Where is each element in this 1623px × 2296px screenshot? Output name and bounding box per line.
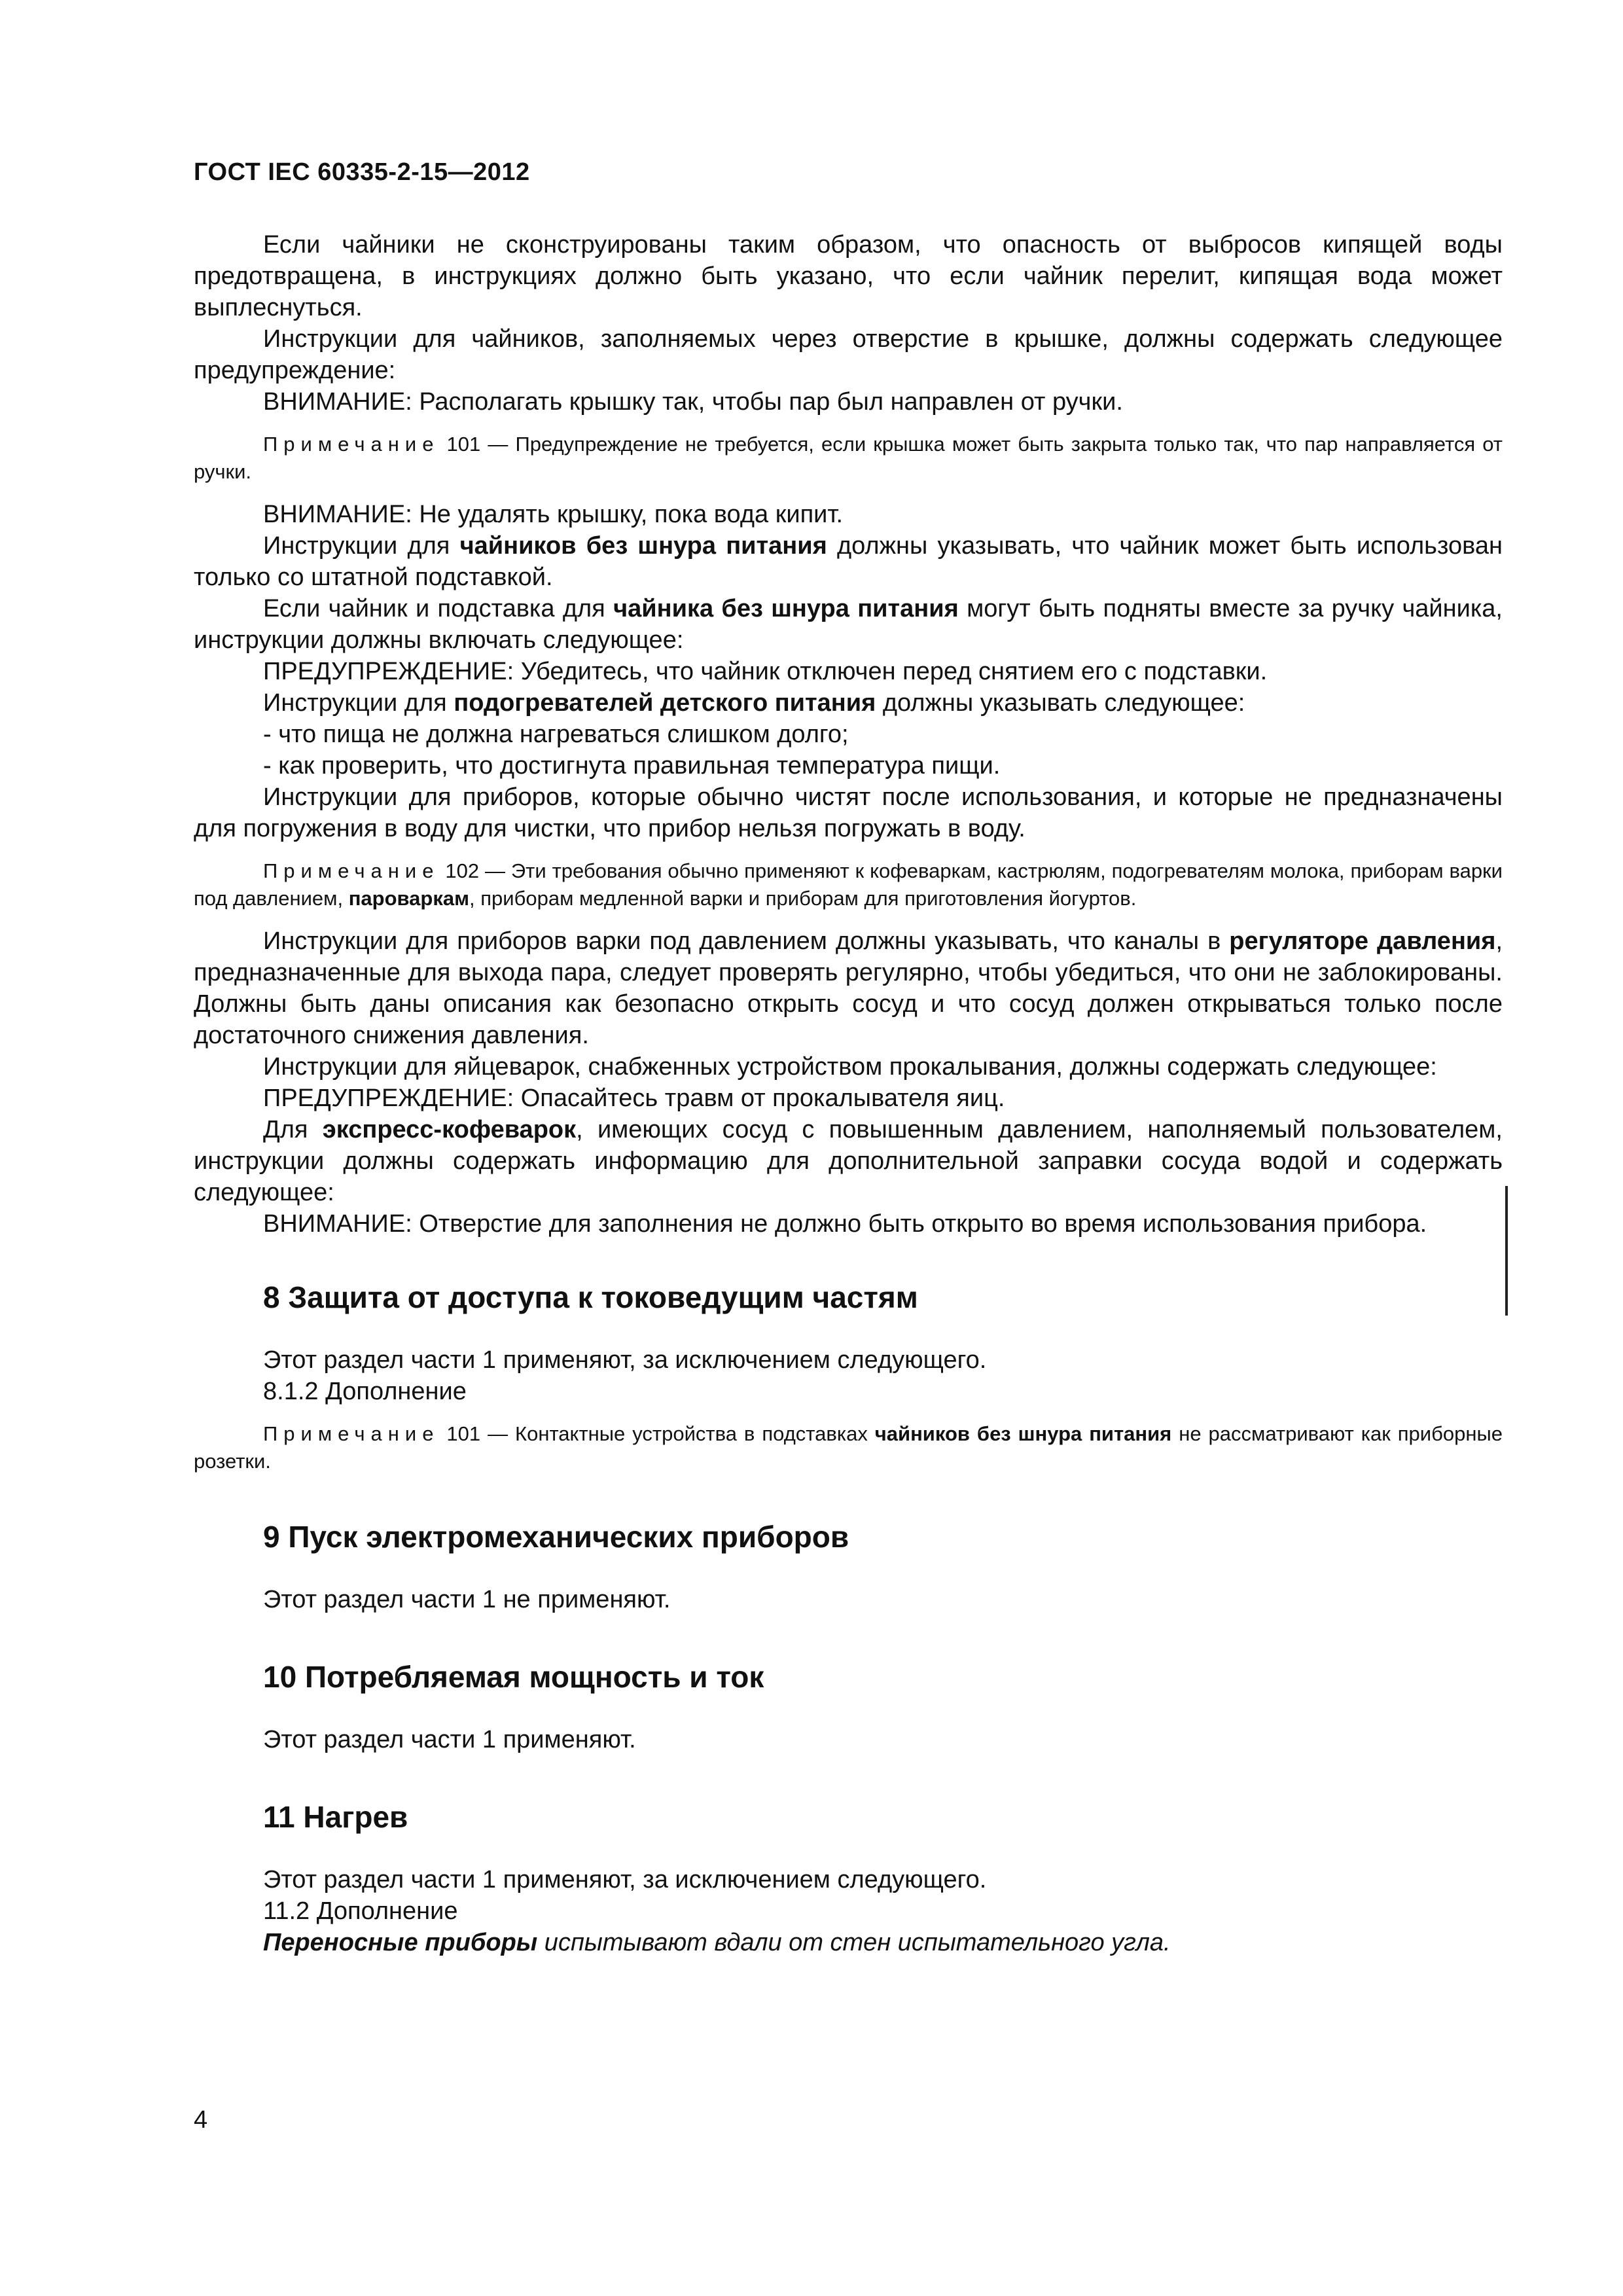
- warning-text: ВНИМАНИЕ: Не удалять крышку, пока вода кипит.: [263, 501, 844, 528]
- warning-text: ПРЕДУПРЕЖДЕНИЕ: Убедитесь, что чайник отключен перед снятием его с подставки.: [263, 658, 1268, 685]
- section-8-heading: 8 Защита от доступа к токоведущим частям: [263, 1280, 918, 1314]
- paragraph: Инструкции для чайников, заполняемых через отверстие в крышке, должны содержать следующее предупреждение:: [194, 325, 1503, 384]
- defined-term: подогревателей детского питания: [454, 689, 876, 717]
- note-101: Примечание 101 — Предупреждение не требуется, если крышка может быть закрыта только так, что пар направляется от ручки.: [194, 433, 1503, 483]
- section-11-heading: 11 Нагрев: [263, 1800, 408, 1834]
- defined-term: чайников без шнура питания: [459, 532, 827, 560]
- section-9-text: Этот раздел части 1 не применяют.: [263, 1586, 671, 1613]
- paragraph: Инструкции для приборов варки под давлением должны указывать, что каналы в регуляторе давления, предназначенные для выхода пара, следует проверять регулярно, чтобы убедиться, что они не заблокированы. Должны быть даны описания как безопасно открыть сосуд и что сосуд должен открываться только после достаточного снижения давления.: [194, 927, 1503, 1049]
- section-10-text: Этот раздел части 1 применяют.: [263, 1726, 636, 1753]
- clause-11-2: 11.2 Дополнение: [263, 1897, 458, 1925]
- section-10-heading: 10 Потребляемая мощность и ток: [263, 1660, 764, 1694]
- note-label: Примечание: [263, 1422, 440, 1445]
- paragraph: Инструкции для чайников без шнура питания должны указывать, что чайник может быть использован только со штатной подставкой.: [194, 532, 1503, 591]
- warning-text: ПРЕДУПРЕЖДЕНИЕ: Опасайтесь травм от прокалывателя яиц.: [263, 1085, 1005, 1112]
- paragraph: Если чайники не сконструированы таким образом, что опасность от выбросов кипящей воды предотвращена, в инструкциях должно быть указано, что если чайник перелит, кипящая вода может выплеснуться.: [194, 231, 1503, 321]
- final-paragraph: Переносные приборы испытывают вдали от стен испытательного угла.: [263, 1929, 1171, 1956]
- defined-term: чайника без шнура питания: [613, 595, 959, 622]
- defined-term: регуляторе давления: [1229, 927, 1496, 955]
- warning-text: ВНИМАНИЕ: Отверстие для заполнения не должно быть открыто во время использования прибора.: [263, 1210, 1427, 1238]
- clause-8-1-2: 8.1.2 Дополнение: [263, 1378, 467, 1405]
- standard-header: ГОСТ IEC 60335-2-15—2012: [194, 158, 530, 186]
- note-101-section-8: Примечание 101 — Контактные устройства в подставках чайников без шнура питания не рассматривают как приборные розетки.: [194, 1422, 1503, 1473]
- note-label: Примечание: [263, 859, 440, 882]
- note-102: Примечание 102 — Эти требования обычно применяют к кофеваркам, кастрюлям, подогревателям молока, приборам варки под давлением, пароваркам, приборам медленной варки и приборам для приготовления йогуртов.: [194, 859, 1503, 910]
- paragraph: Инструкции для приборов, которые обычно чистят после использования, и которые не предназначены для погружения в воду для чистки, что прибор нельзя погружать в воду.: [194, 783, 1503, 842]
- paragraph: Инструкции для яйцеварок, снабженных устройством прокалывания, должны содержать следующее:: [263, 1053, 1437, 1081]
- defined-term: экспресс-кофеварок: [322, 1116, 577, 1143]
- page-content: [194, 229, 1503, 1958]
- change-bar: [1505, 1186, 1508, 1316]
- section-9-heading: 9 Пуск электромеханических приборов: [263, 1520, 849, 1554]
- defined-term: чайников без шнура питания: [874, 1422, 1172, 1445]
- list-item: - что пища не должна нагреваться слишком долго;: [263, 721, 849, 748]
- list-item: - как проверить, что достигнута правильная температура пищи.: [263, 752, 1001, 780]
- section-8-text: Этот раздел части 1 применяют, за исключением следующего.: [263, 1346, 987, 1374]
- paragraph: Для экспресс-кофеварок, имеющих сосуд с повышенным давлением, наполняемый пользователем, инструкции должны содержать информацию для дополнительной заправки сосуда водой и содержать следующее:: [194, 1116, 1503, 1206]
- paragraph: Если чайник и подставка для чайника без шнура питания могут быть подняты вместе за ручку чайника, инструкции должны включать следующее:: [194, 595, 1503, 654]
- paragraph: Инструкции для подогревателей детского питания должны указывать следующее:: [263, 689, 1245, 717]
- section-11-text: Этот раздел части 1 применяют, за исключением следующего.: [263, 1866, 987, 1893]
- warning-text: ВНИМАНИЕ: Располагать крышку так, чтобы пар был направлен от ручки.: [263, 388, 1123, 416]
- note-label: Примечание: [263, 433, 440, 456]
- defined-term: Переносные приборы: [263, 1929, 538, 1956]
- page-number: 4: [194, 2106, 208, 2134]
- defined-term: пароваркам: [348, 887, 470, 910]
